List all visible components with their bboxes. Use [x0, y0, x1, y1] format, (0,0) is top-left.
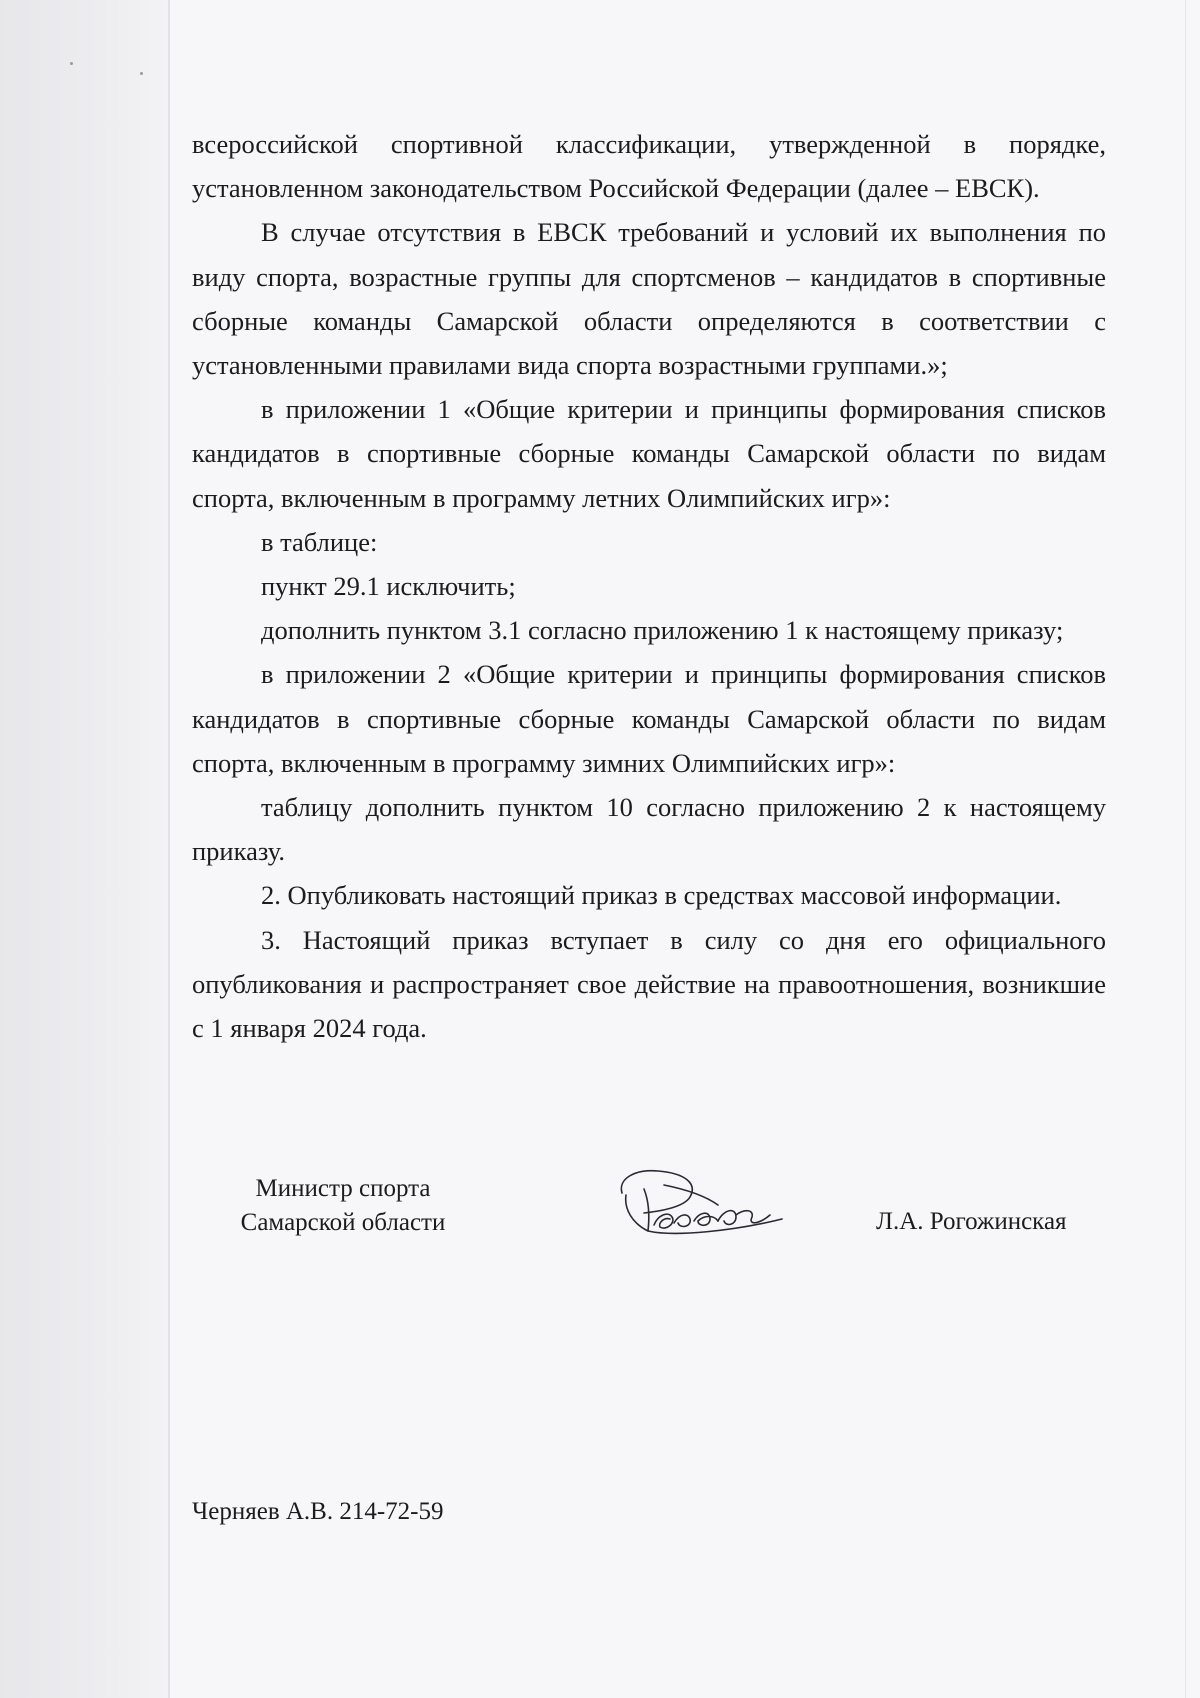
- paragraph-8: таблицу дополнить пунктом 10 согласно приложению 2 к настоящему приказу.: [192, 792, 1106, 867]
- executor-contact: Черняев А.В. 214-72-59: [192, 1498, 444, 1525]
- scan-speck: [70, 62, 73, 65]
- signer-position-line-2: Самарской области: [240, 1209, 446, 1236]
- signer-position: [228, 1172, 458, 1240]
- handwritten-signature: [614, 1165, 794, 1245]
- signer-position-line-1: Министр спорта: [255, 1175, 431, 1202]
- paragraph-6: дополнить пунктом 3.1 согласно приложению 1 к настоящему приказу;: [261, 615, 1064, 646]
- signature-stroke: [644, 1189, 649, 1231]
- scan-edge-line: [168, 0, 170, 1698]
- scan-margin-shade: [0, 0, 168, 1698]
- scan-edge-line-right: [1185, 0, 1186, 1698]
- signer-name: Л.А. Рогожинская: [876, 1208, 1067, 1235]
- paragraph-9: 2. Опубликовать настоящий приказ в средствах массовой информации.: [261, 880, 1062, 911]
- paragraph-7: в приложении 2 «Общие критерии и принципы формирования списков кандидатов в спортивные сборные команды Самарской области по видам спорта, включенным в программу зимних Олимпийских игр»:: [192, 659, 1106, 778]
- paragraph-1: всероссийской спортивной классификации, утвержденной в порядке, установленном законодательством Российской Федерации (далее – ЕВСК).: [192, 129, 1106, 204]
- signature-stroke: [621, 1171, 692, 1213]
- scan-speck: [140, 72, 143, 75]
- paragraph-3: в приложении 1 «Общие критерии и принципы формирования списков кандидатов в спортивные сборные команды Самарской области по видам спорта, включенным в программу летних Олимпийских игр»:: [192, 394, 1106, 513]
- signature-stroke: [718, 1211, 770, 1225]
- paragraph-4: в таблице:: [261, 526, 378, 557]
- signature-stroke: [674, 1215, 690, 1227]
- signature-stroke: [694, 1213, 718, 1225]
- paragraph-5: пункт 29.1 исключить;: [261, 571, 516, 602]
- document-body: [192, 122, 1106, 1050]
- signature-stroke: [654, 1214, 673, 1228]
- paragraph-10: 3. Настоящий приказ вступает в силу со дня его официального опубликования и распространяет свое действие на правоотношения, возникшие с 1 января 2024 года.: [192, 924, 1106, 1044]
- paragraph-2: В случае отсутствия в ЕВСК требований и условий их выполнения по виду спорта, возрастные группы для спортсменов – кандидатов в спортивные сборные команды Самарской области определяются в соответствии с установленными правилами вида спорта возрастными группами.»;: [192, 217, 1106, 381]
- signature-block: [192, 1165, 1106, 1285]
